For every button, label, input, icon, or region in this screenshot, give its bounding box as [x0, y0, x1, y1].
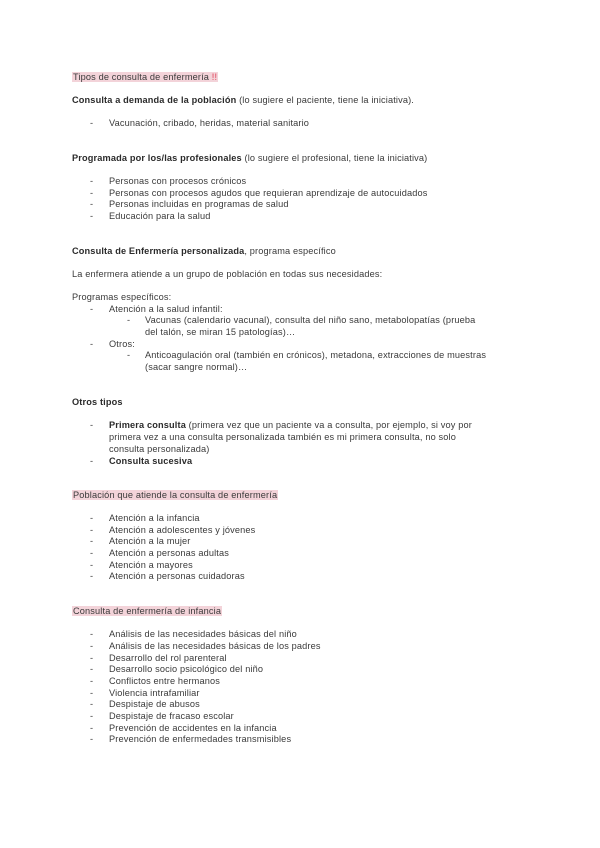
successive-bold: Consulta sucesiva — [109, 456, 193, 466]
list-item: Vacunación, cribado, heridas, material sanitario — [109, 118, 310, 128]
dash: - — [90, 525, 94, 535]
list-item: Conflictos entre hermanos — [109, 676, 220, 686]
list-item-line: consulta personalizada) — [109, 444, 210, 454]
sub-item-line: Vacunas (calendario vacunal), consulta del niño sano, metabolopatías (prueba — [145, 315, 476, 325]
dash: - — [90, 560, 94, 570]
list-item: Atención a la infancia — [109, 513, 200, 523]
list-item: Atención a personas cuidadoras — [109, 571, 245, 581]
dash: - — [90, 571, 94, 581]
dash: - — [90, 118, 94, 128]
list-item: Desarrollo del rol parenteral — [109, 653, 227, 663]
section-title-text: Población que atiende la consulta de enfermería — [73, 490, 278, 500]
dash: - — [90, 199, 94, 209]
dash: - — [90, 536, 94, 546]
demand-rest: (lo sugiere el paciente, tiene la iniciativa). — [236, 95, 415, 105]
first-consult-text: (primera vez que un paciente va a consulta, por ejemplo, si voy por — [185, 420, 472, 430]
list-item: Otros: — [109, 339, 135, 349]
dash: - — [90, 676, 94, 686]
list-item: Despistaje de fracaso escolar — [109, 711, 234, 721]
sub-item-line: Anticoagulación oral (también en crónicos), metadona, extracciones de muestras — [145, 350, 487, 360]
title-mark: !! — [211, 72, 218, 82]
personalized-bold: Consulta de Enfermería personalizada — [72, 246, 245, 256]
dash: - — [90, 548, 94, 558]
list-item: Atención a mayores — [109, 560, 193, 570]
list-item: Prevención de enfermedades transmisibles — [109, 734, 292, 744]
programmed-rest: (lo sugiere el profesional, tiene la iniciativa) — [241, 153, 428, 163]
dash: - — [90, 664, 94, 674]
section-title-poblacion — [72, 490, 278, 502]
list-item: Desarrollo socio psicológico del niño — [109, 664, 264, 674]
dash: - — [90, 734, 94, 744]
list-item: Personas con procesos agudos que requieran aprendizaje de autocuidados — [109, 188, 428, 198]
list-item: Prevención de accidentes en la infancia — [109, 723, 277, 733]
dash: - — [90, 176, 94, 186]
dash: - — [90, 188, 94, 198]
list-item: Atención a la salud infantil: — [109, 304, 223, 314]
personalized-rest: , programa específico — [244, 246, 336, 256]
section-title-infancia — [72, 606, 222, 618]
title-text: Tipos de consulta de enfermería — [73, 72, 210, 82]
dash: - — [90, 723, 94, 733]
section-title-tipos — [72, 72, 218, 84]
dash: - — [90, 304, 94, 314]
dash: - — [90, 629, 94, 639]
other-types-heading — [72, 397, 123, 409]
list-item: Despistaje de abusos — [109, 699, 200, 709]
list-item: Violencia intrafamiliar — [109, 688, 200, 698]
list-item: Atención a personas adultas — [109, 548, 229, 558]
dash: - — [90, 339, 94, 349]
dash: - — [90, 211, 94, 221]
dash: - — [90, 456, 94, 466]
dash: - — [90, 699, 94, 709]
dash: - — [90, 641, 94, 651]
list-item: Atención a adolescentes y jóvenes — [109, 525, 256, 535]
dash: - — [127, 350, 131, 360]
list-item: Educación para la salud — [109, 211, 211, 221]
dash: - — [127, 315, 131, 325]
sub-item-line: del talón, se miran 15 patologías)… — [145, 327, 296, 337]
list-item: Análisis de las necesidades básicas del niño — [109, 629, 297, 639]
dash: - — [90, 513, 94, 523]
list-item: Personas incluidas en programas de salud — [109, 199, 289, 209]
personalized-heading — [72, 246, 336, 258]
dash: - — [90, 688, 94, 698]
other-types-bold: Otros tipos — [72, 397, 123, 407]
list-item: Personas con procesos crónicos — [109, 176, 247, 186]
programmed-bold: Programada por los/las profesionales — [72, 153, 242, 163]
personalized-paragraph: La enfermera atiende a un grupo de población en todas sus necesidades: — [72, 269, 383, 279]
list-item: Atención a la mujer — [109, 536, 191, 546]
section-title-text: Consulta de enfermería de infancia — [73, 606, 222, 616]
programs-label: Programas específicos: — [72, 292, 172, 302]
dash: - — [90, 711, 94, 721]
dash: - — [90, 420, 94, 430]
dash: - — [90, 653, 94, 663]
demand-heading — [72, 95, 414, 107]
list-item — [109, 456, 192, 468]
first-consult-bold: Primera consulta — [109, 420, 186, 430]
sub-item-line: (sacar sangre normal)… — [145, 362, 248, 372]
programmed-heading — [72, 153, 427, 165]
demand-bold: Consulta a demanda de la población — [72, 95, 237, 105]
list-item-line: primera vez a una consulta personalizada también es mi primera consulta, no solo — [109, 432, 457, 442]
list-item: Análisis de las necesidades básicas de los padres — [109, 641, 321, 651]
list-item — [109, 420, 472, 432]
